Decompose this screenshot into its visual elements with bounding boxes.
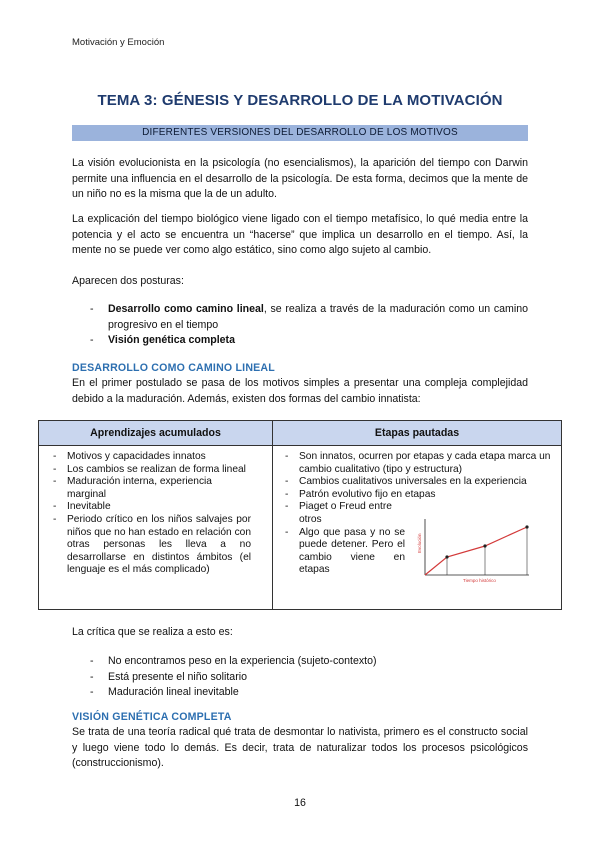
table-col-acumulados [51, 451, 251, 577]
paragraph-tiempo-biologico: La explicación del tiempo biológico viene ligado con el tiempo metafísico, lo qué media entre la potencia y el acto se encuentra un “hacerse” que implica un desarrollo en el tiempo. Así, la mente no se puede ver como algo estático, sino como algo sujeto al cambio. [72, 213, 528, 256]
paragraph-camino-lineal: En el primer postulado se pasa de los motivos simples a presentar una compleja complejidad debido a la maduración. Además, existen dos formas del cambio innatista: [72, 377, 528, 405]
list-item: - Algo que pasa y no se puede detener. Pero el cambio viene en etapas [283, 527, 405, 577]
table-header-acumulados: Aprendizajes acumulados [90, 427, 221, 439]
list-item: - Piaget o Freud entre otros [283, 501, 405, 526]
list-item: - Motivos y capacidades innatos [51, 451, 251, 464]
heading-camino-lineal: DESARROLLO COMO CAMINO LINEAL [72, 362, 275, 374]
list-item: - Inevitable [51, 501, 251, 514]
paragraph-posturas: Aparecen dos posturas: [72, 275, 184, 287]
section-band: DIFERENTES VERSIONES DEL DESARROLLO DE LOS MOTIVOS [72, 125, 528, 141]
chart-stage-point [525, 525, 528, 528]
page-title: TEMA 3: GÉNESIS Y DESARROLLO DE LA MOTIVACIÓN [97, 92, 503, 109]
chart-x-label: Tiempo histórico [463, 578, 496, 583]
list-item: - Cambios cualitativos universales en la experiencia [283, 476, 553, 489]
chart-y-label: Evolución [417, 533, 422, 553]
chart-stage-point [483, 544, 486, 547]
paragraph-evolucionista: La visión evolucionista en la psicología (no esencialismos), la aparición del tiempo con Darwin permite una influencia en el desarrollo de la psicología. De esta forma, decimos que la mente de un niño no es la misma que la de un adulto. [72, 157, 528, 200]
heading-vision-genetica: VISIÓN GENÉTICA COMPLETA [72, 711, 232, 723]
list-item: - Periodo crítico en los niños salvajes por niños que no han estado en relación con otras personas les lleva a no desarrollarse en distintos ámbitos (el lenguaje es el más complicado) [51, 514, 251, 577]
postures-list [72, 302, 528, 349]
posture-item-lineal [72, 302, 528, 333]
list-item: - Son innatos, ocurren por etapas y cada etapa marca un cambio cualitativo (tipo y estructura) [283, 451, 553, 476]
critique-intro: La crítica que se realiza a esto es: [72, 626, 233, 638]
posture-genetica-bold: Visión genética completa [108, 334, 235, 346]
chart-stage-point [445, 555, 448, 558]
list-item: - Los cambios se realizan de forma lineal [51, 464, 251, 477]
posture-lineal-text: , se realiza a través de la maduración como un camino progresivo en el tiempo [108, 303, 528, 331]
comparison-table [38, 420, 562, 610]
running-header: Motivación y Emoción [72, 37, 165, 48]
list-item: - Está presente el niño solitario [72, 670, 528, 686]
table-header-row [39, 421, 561, 446]
list-item: - No encontramos peso en la experiencia (sujeto-contexto) [72, 654, 528, 670]
stage-growth-chart [417, 513, 535, 587]
table-column-divider [272, 421, 273, 609]
list-item: - Patrón evolutivo fijo en etapas [283, 489, 553, 502]
list-item: - Maduración interna, experiencia marginal [51, 476, 251, 501]
list-item: - Maduración lineal inevitable [72, 685, 528, 701]
page-number: 16 [294, 797, 306, 809]
table-header-etapas: Etapas pautadas [374, 427, 460, 439]
posture-lineal-bold: Desarrollo como camino lineal [108, 303, 264, 315]
posture-item-genetica [72, 333, 528, 349]
critique-list [72, 654, 528, 701]
chart-growth-line [425, 527, 527, 575]
paragraph-vision-genetica: Se trata de una teoría radical qué trata de desmontar lo nativista, primero es el constructo social y luego viene todo lo demás. Es decir, trata de naturalizar todos los procesos psicológicos (construccionismo). [72, 726, 528, 769]
